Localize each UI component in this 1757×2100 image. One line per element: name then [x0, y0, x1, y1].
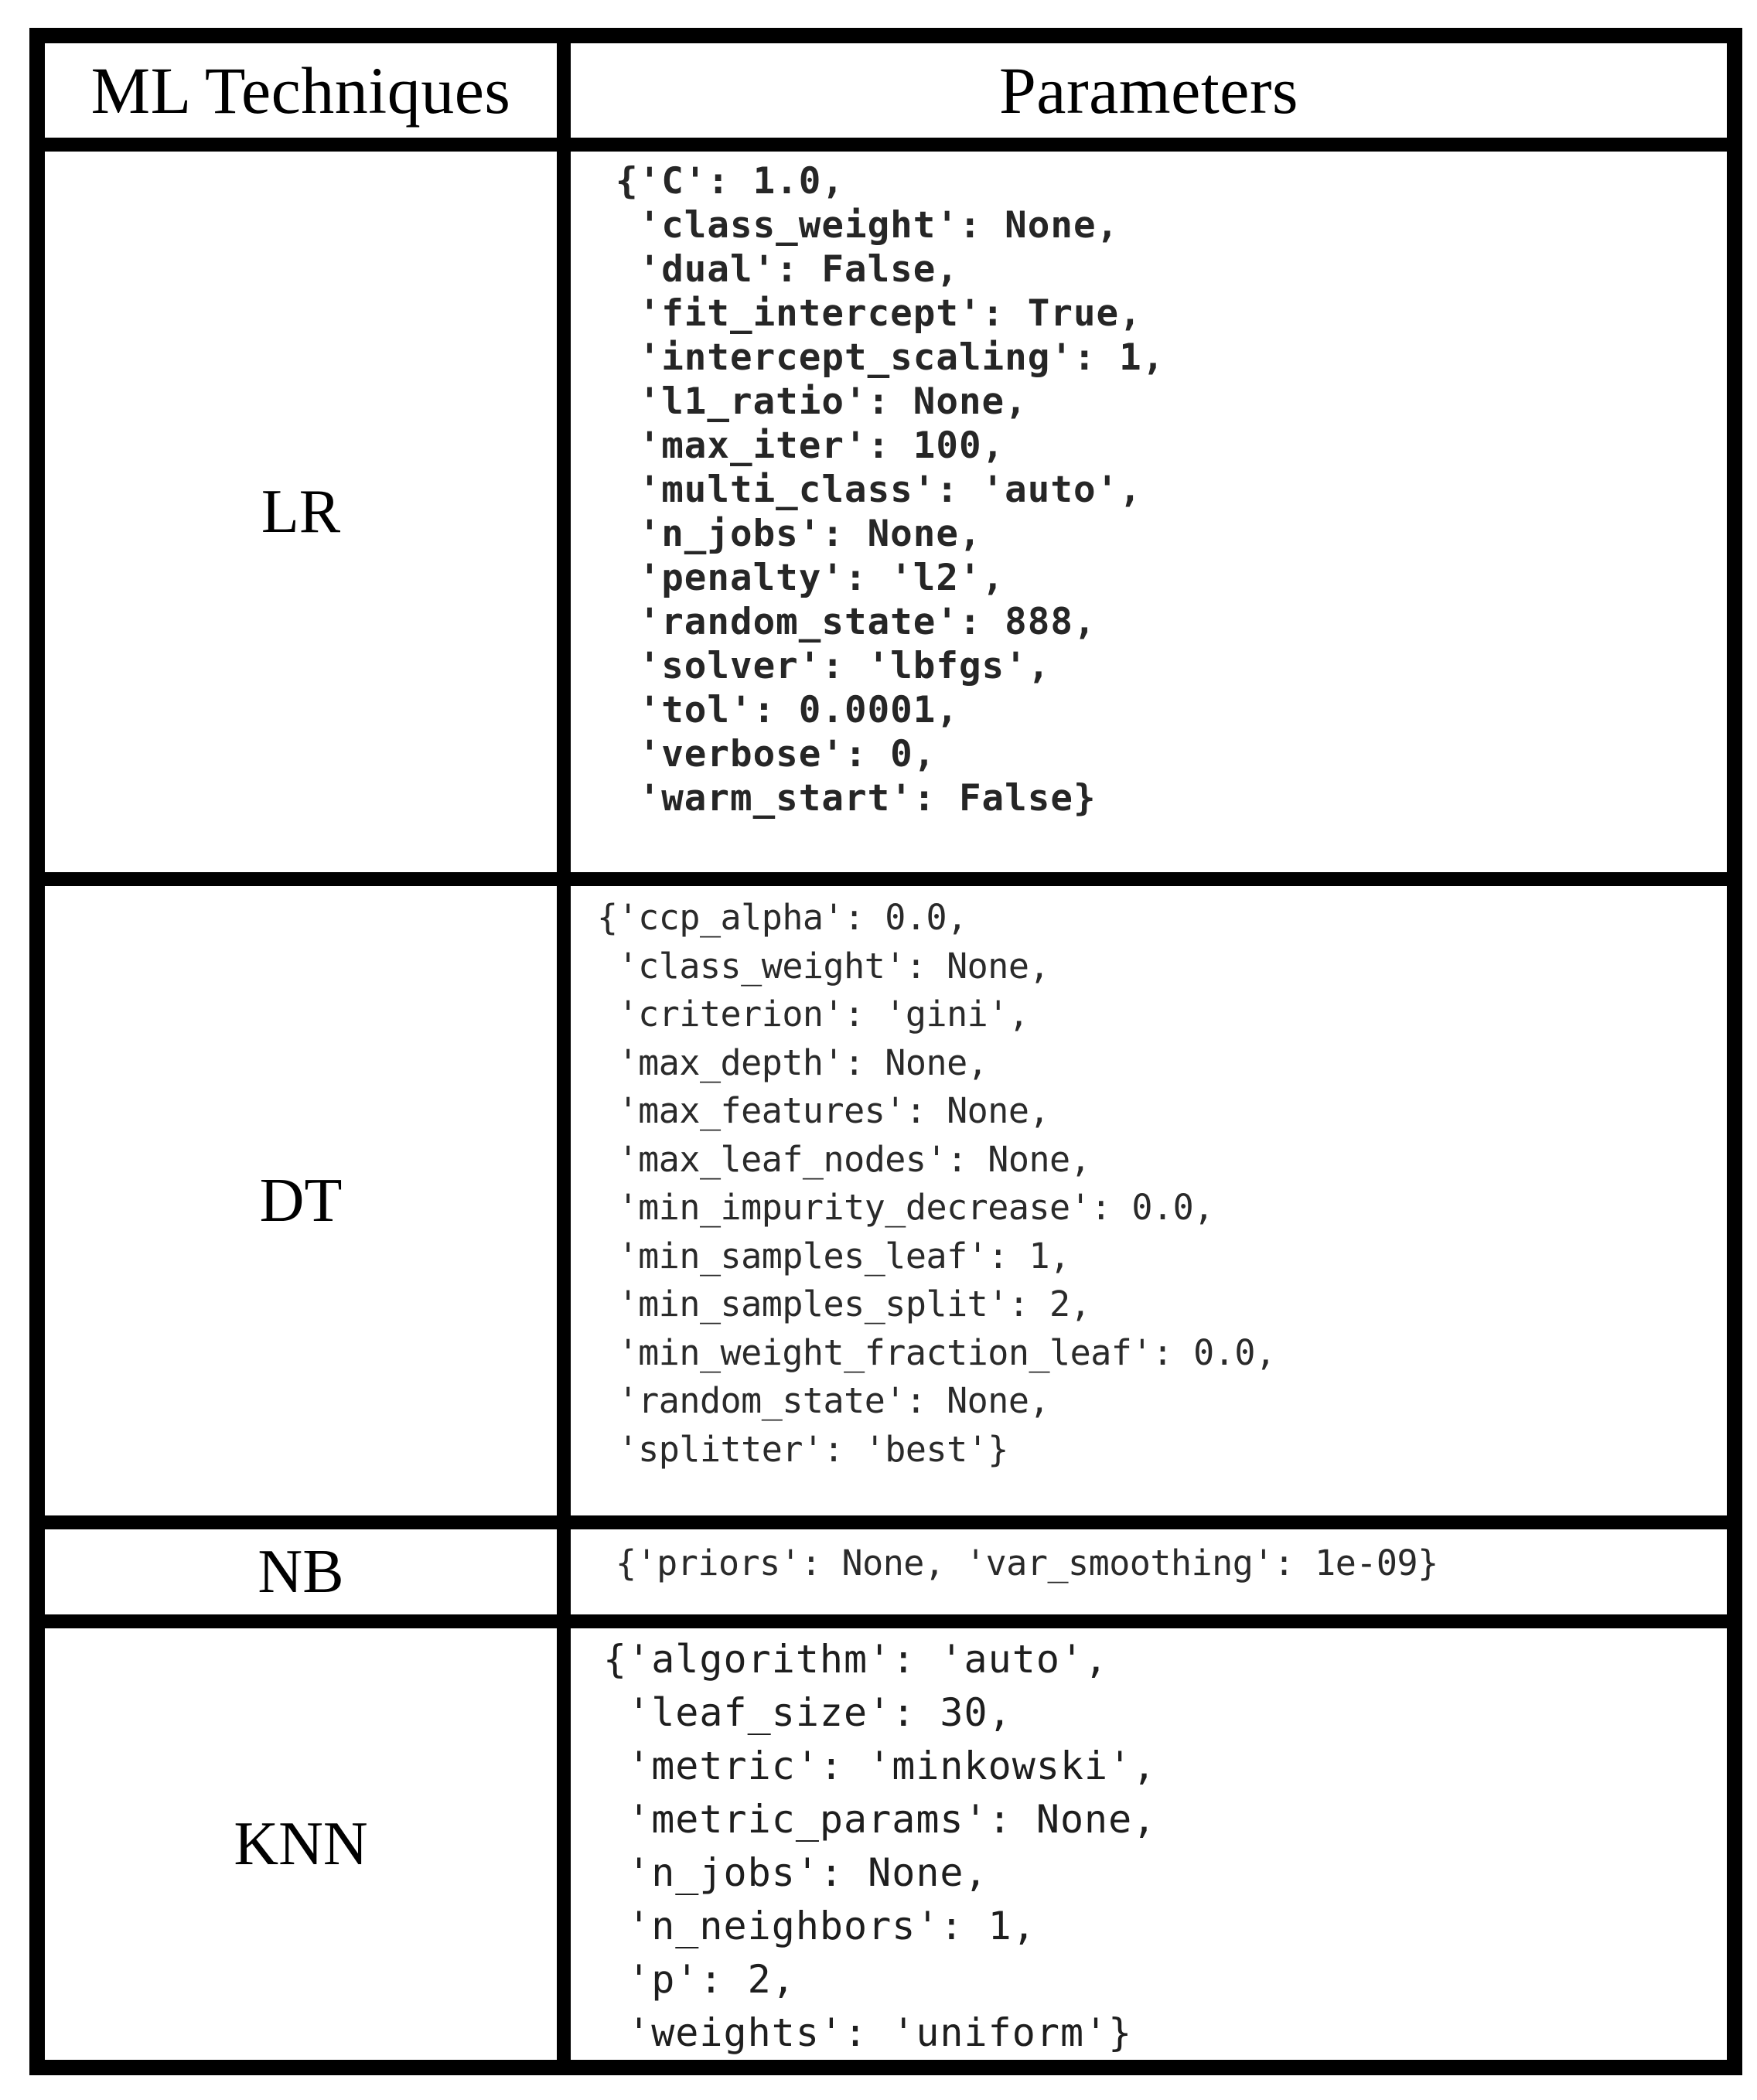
parameters-code-dt: {'ccp_alpha': 0.0, 'class_weight': None, 'criterion': 'gini', 'max_depth': None, 'max_features': None, 'max_leaf_nodes': None, 'min_impurity_decrease': 0.0, 'min_samples_leaf': 1, 'min_samples_split': 2, 'min_weight_fraction_leaf': 0.0, 'random_state': None, 'splitter': 'best'} — [597, 897, 1276, 1470]
technique-label-lr: LR — [261, 477, 341, 546]
technique-label-knn: KNN — [234, 1809, 368, 1878]
row-lr-parameters — [571, 152, 1727, 872]
row-dt-parameters — [571, 886, 1727, 1515]
technique-label-nb: NB — [258, 1537, 344, 1606]
row-knn-technique — [45, 1628, 557, 2060]
header-ml-techniques-label: ML Techniques — [90, 53, 511, 128]
header-parameters — [571, 43, 1727, 138]
technique-label-dt: DT — [259, 1166, 343, 1235]
parameters-code-knn: {'algorithm': 'auto', 'leaf_size': 30, 'metric': 'minkowski', 'metric_params': None, 'n_jobs': None, 'n_neighbors': 1, 'p': 2, 'weights': 'uniform'} — [603, 1637, 1157, 2055]
row-lr-technique — [45, 152, 557, 872]
row-nb-parameters — [571, 1529, 1727, 1614]
parameters-table — [29, 28, 1742, 2075]
row-nb-technique — [45, 1529, 557, 1614]
header-parameters-label: Parameters — [998, 53, 1299, 128]
row-dt-technique — [45, 886, 557, 1515]
parameters-code-lr: {'C': 1.0, 'class_weight': None, 'dual': False, 'fit_intercept': True, 'intercept_scaling': 1, 'l1_ratio': None, 'max_iter': 100, 'multi_class': 'auto', 'n_jobs': None, 'penalty': 'l2', 'random_state': 888, 'solver': 'lbfgs', 'tol': 0.0001, 'verbose': 0, 'warm_start': False} — [616, 160, 1165, 820]
header-ml-techniques — [45, 43, 557, 138]
row-knn-parameters — [571, 1628, 1727, 2060]
parameters-code-nb: {'priors': None, 'var_smoothing': 1e-09} — [616, 1543, 1438, 1584]
